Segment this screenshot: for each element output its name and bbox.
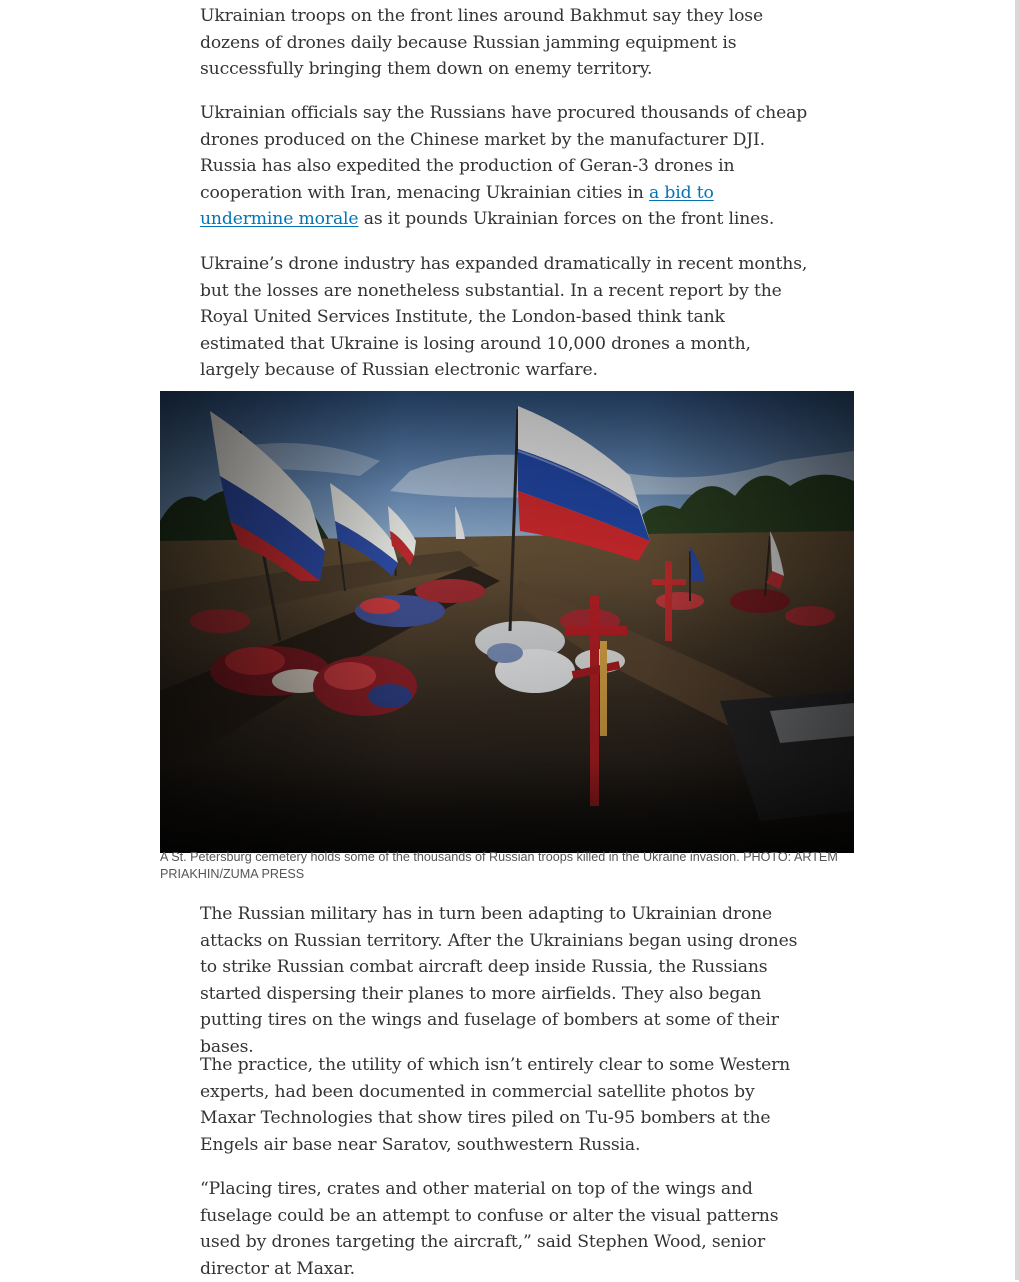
photo-caption: A St. Petersburg cemetery holds some of the thousands of Russian troops killed in the Ukraine invasion. PHOTO: ARTEM PRIAKHIN/ZUMA PRESS bbox=[160, 850, 838, 881]
paragraph-text: Ukrainian officials say the Russians have procured thousands of cheap drones produced on the Chinese market by the manufacturer DJI. Russia has also expedited the production of Geran-3 drones in cooperation with Iran, menacing Ukrainian cities in bbox=[200, 103, 808, 203]
paragraph-text: as it pounds Ukrainian forces on the front lines. bbox=[358, 209, 775, 230]
article-paragraph: Ukrainian troops on the front lines around Bakhmut say they lose dozens of drones daily because Russian jamming equipment is successfully bringing them down on enemy territory. bbox=[200, 6, 764, 80]
article-paragraph bbox=[200, 100, 812, 233]
undermine-morale-link[interactable]: a bid to undermine morale bbox=[200, 182, 714, 230]
article-photo bbox=[160, 391, 854, 853]
article-paragraph: “Placing tires, crates and other material on top of the wings and fuselage could be an attempt to confuse or alter the visual patterns used by drones targeting the aircraft,” said Stephen Wood, senior director at Maxar. bbox=[200, 1179, 779, 1279]
cemetery-photo-illustration bbox=[160, 391, 854, 853]
article-paragraph: The Russian military has in turn been adapting to Ukrainian drone attacks on Russian territory. After the Ukrainians began using drones to strike Russian combat aircraft deep inside Russia, the Russians started dispersing their planes to more airfields. They also began putting tires on the wings and fuselage of bombers at some of their bases. bbox=[200, 904, 798, 1057]
article-paragraph: The practice, the utility of which isn’t entirely clear to some Western experts, had been documented in commercial satellite photos by Maxar Technologies that show tires piled on Tu-95 bombers at the Engels air base near Saratov, southwestern Russia. bbox=[200, 1055, 791, 1155]
page-scrollbar[interactable] bbox=[1015, 0, 1019, 1280]
article-paragraph: Ukraine’s drone industry has expanded dramatically in recent months, but the losses are nonetheless substantial. In a recent report by the Royal United Services Institute, the London-based think tank estimated that Ukraine is losing around 10,000 drones a month, largely because of Russian electronic warfare. bbox=[200, 254, 808, 381]
